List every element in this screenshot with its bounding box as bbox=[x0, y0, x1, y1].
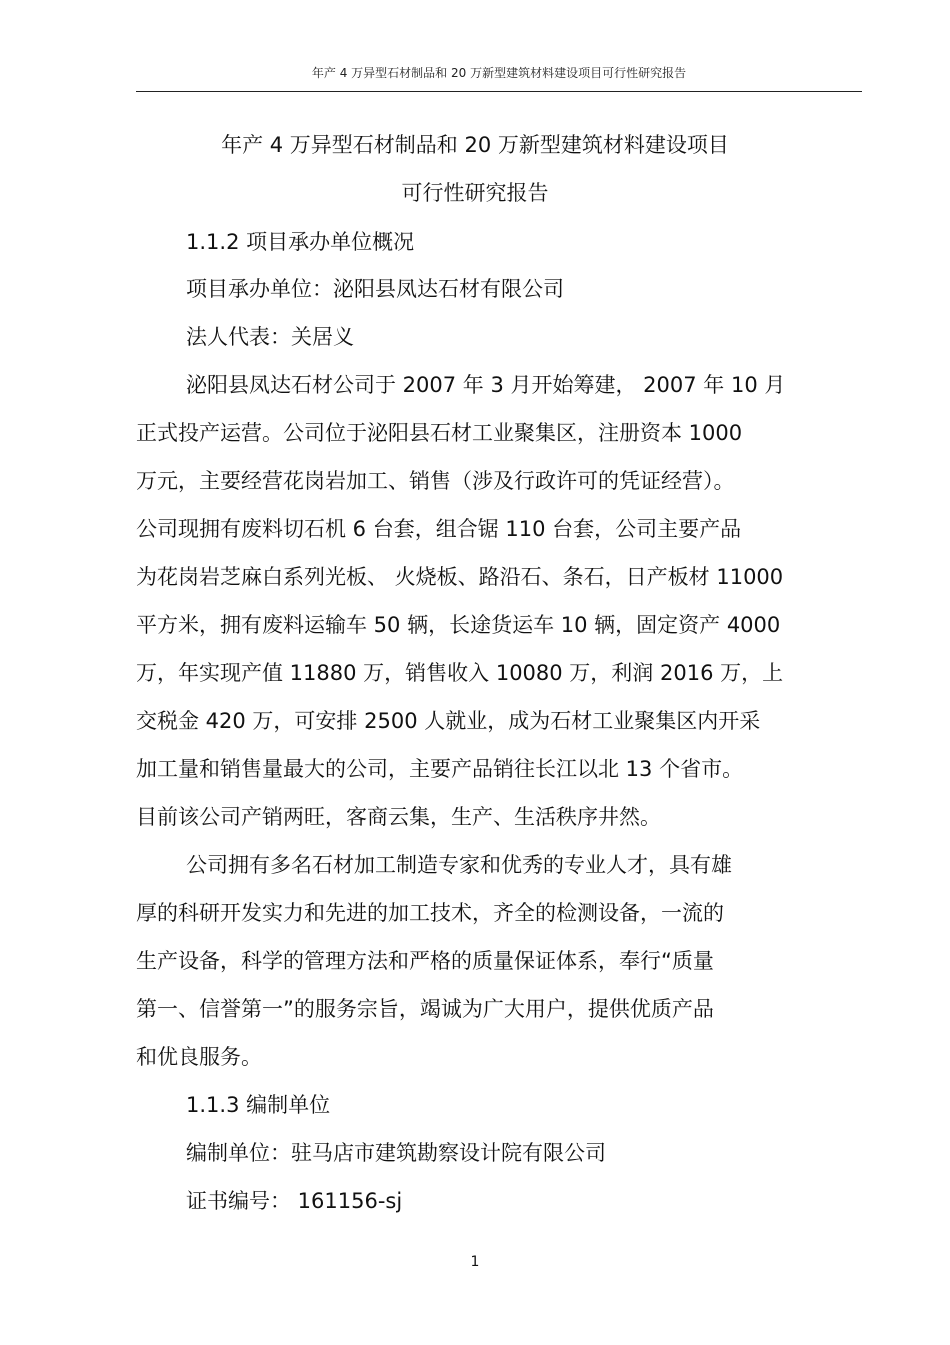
page-number: 1 bbox=[470, 1254, 480, 1270]
legal-representative: 法人代表：关居义 bbox=[186, 325, 354, 349]
paragraph-line: 万元，主要经营花岗岩加工、销售（涉及行政许可的凭证经营）。 bbox=[136, 469, 735, 493]
paragraph-line: 万，年实现产值 11880 万，销售收入 10080 万，利润 2016 万，上 bbox=[136, 661, 784, 685]
paragraph-line: 生产设备，科学的管理方法和严格的质量保证体系，奉行“质量 bbox=[136, 949, 714, 973]
document-title-line2: 可行性研究报告 bbox=[401, 181, 549, 205]
paragraph-line: 泌阳县凤达石材公司于 2007 年 3 月开始筹建， 2007 年 10 月 bbox=[186, 373, 786, 397]
section-heading-1-1-2: 1.1.2 项目承办单位概况 bbox=[186, 230, 415, 254]
paragraph-line: 为花岗岩芝麻白系列光板、 火烧板、路沿石、条石，日产板材 11000 bbox=[136, 565, 784, 589]
paragraph-line: 目前该公司产销两旺，客商云集，生产、生活秩序井然。 bbox=[136, 805, 661, 829]
paragraph-line: 厚的科研开发实力和先进的加工技术，齐全的检测设备，一流的 bbox=[136, 901, 724, 925]
paragraph-line: 加工量和销售量最大的公司，主要产品销往长江以北 13 个省市。 bbox=[136, 757, 744, 781]
certificate-number: 证书编号： 161156-sj bbox=[186, 1189, 403, 1213]
compiling-unit: 编制单位：驻马店市建筑勘察设计院有限公司 bbox=[186, 1141, 606, 1165]
paragraph-line: 交税金 420 万，可安排 2500 人就业，成为石材工业聚集区内开采 bbox=[136, 709, 761, 733]
paragraph-line: 公司现拥有废料切石机 6 台套，组合锯 110 台套，公司主要产品 bbox=[136, 517, 742, 541]
section-heading-1-1-3: 1.1.3 编制单位 bbox=[186, 1093, 331, 1117]
paragraph-line: 第一、信誉第一”的服务宗旨，竭诚为广大用户，提供优质产品 bbox=[136, 997, 714, 1021]
paragraph-line: 公司拥有多名石材加工制造专家和优秀的专业人才，具有雄 bbox=[186, 853, 732, 877]
paragraph-line: 和优良服务。 bbox=[136, 1045, 262, 1069]
header-divider bbox=[136, 91, 862, 92]
document-title-line1: 年产 4 万异型石材制品和 20 万新型建筑材料建设项目 bbox=[221, 133, 729, 157]
running-header: 年产 4 万异型石材制品和 20 万新型建筑材料建设项目可行性研究报告 bbox=[311, 66, 687, 80]
paragraph-line: 平方米，拥有废料运输车 50 辆，长途货运车 10 辆，固定资产 4000 bbox=[136, 613, 781, 637]
undertaking-unit: 项目承办单位：泌阳县凤达石材有限公司 bbox=[186, 277, 564, 301]
paragraph-line: 正式投产运营。公司位于泌阳县石材工业聚集区，注册资本 1000 bbox=[136, 421, 743, 445]
